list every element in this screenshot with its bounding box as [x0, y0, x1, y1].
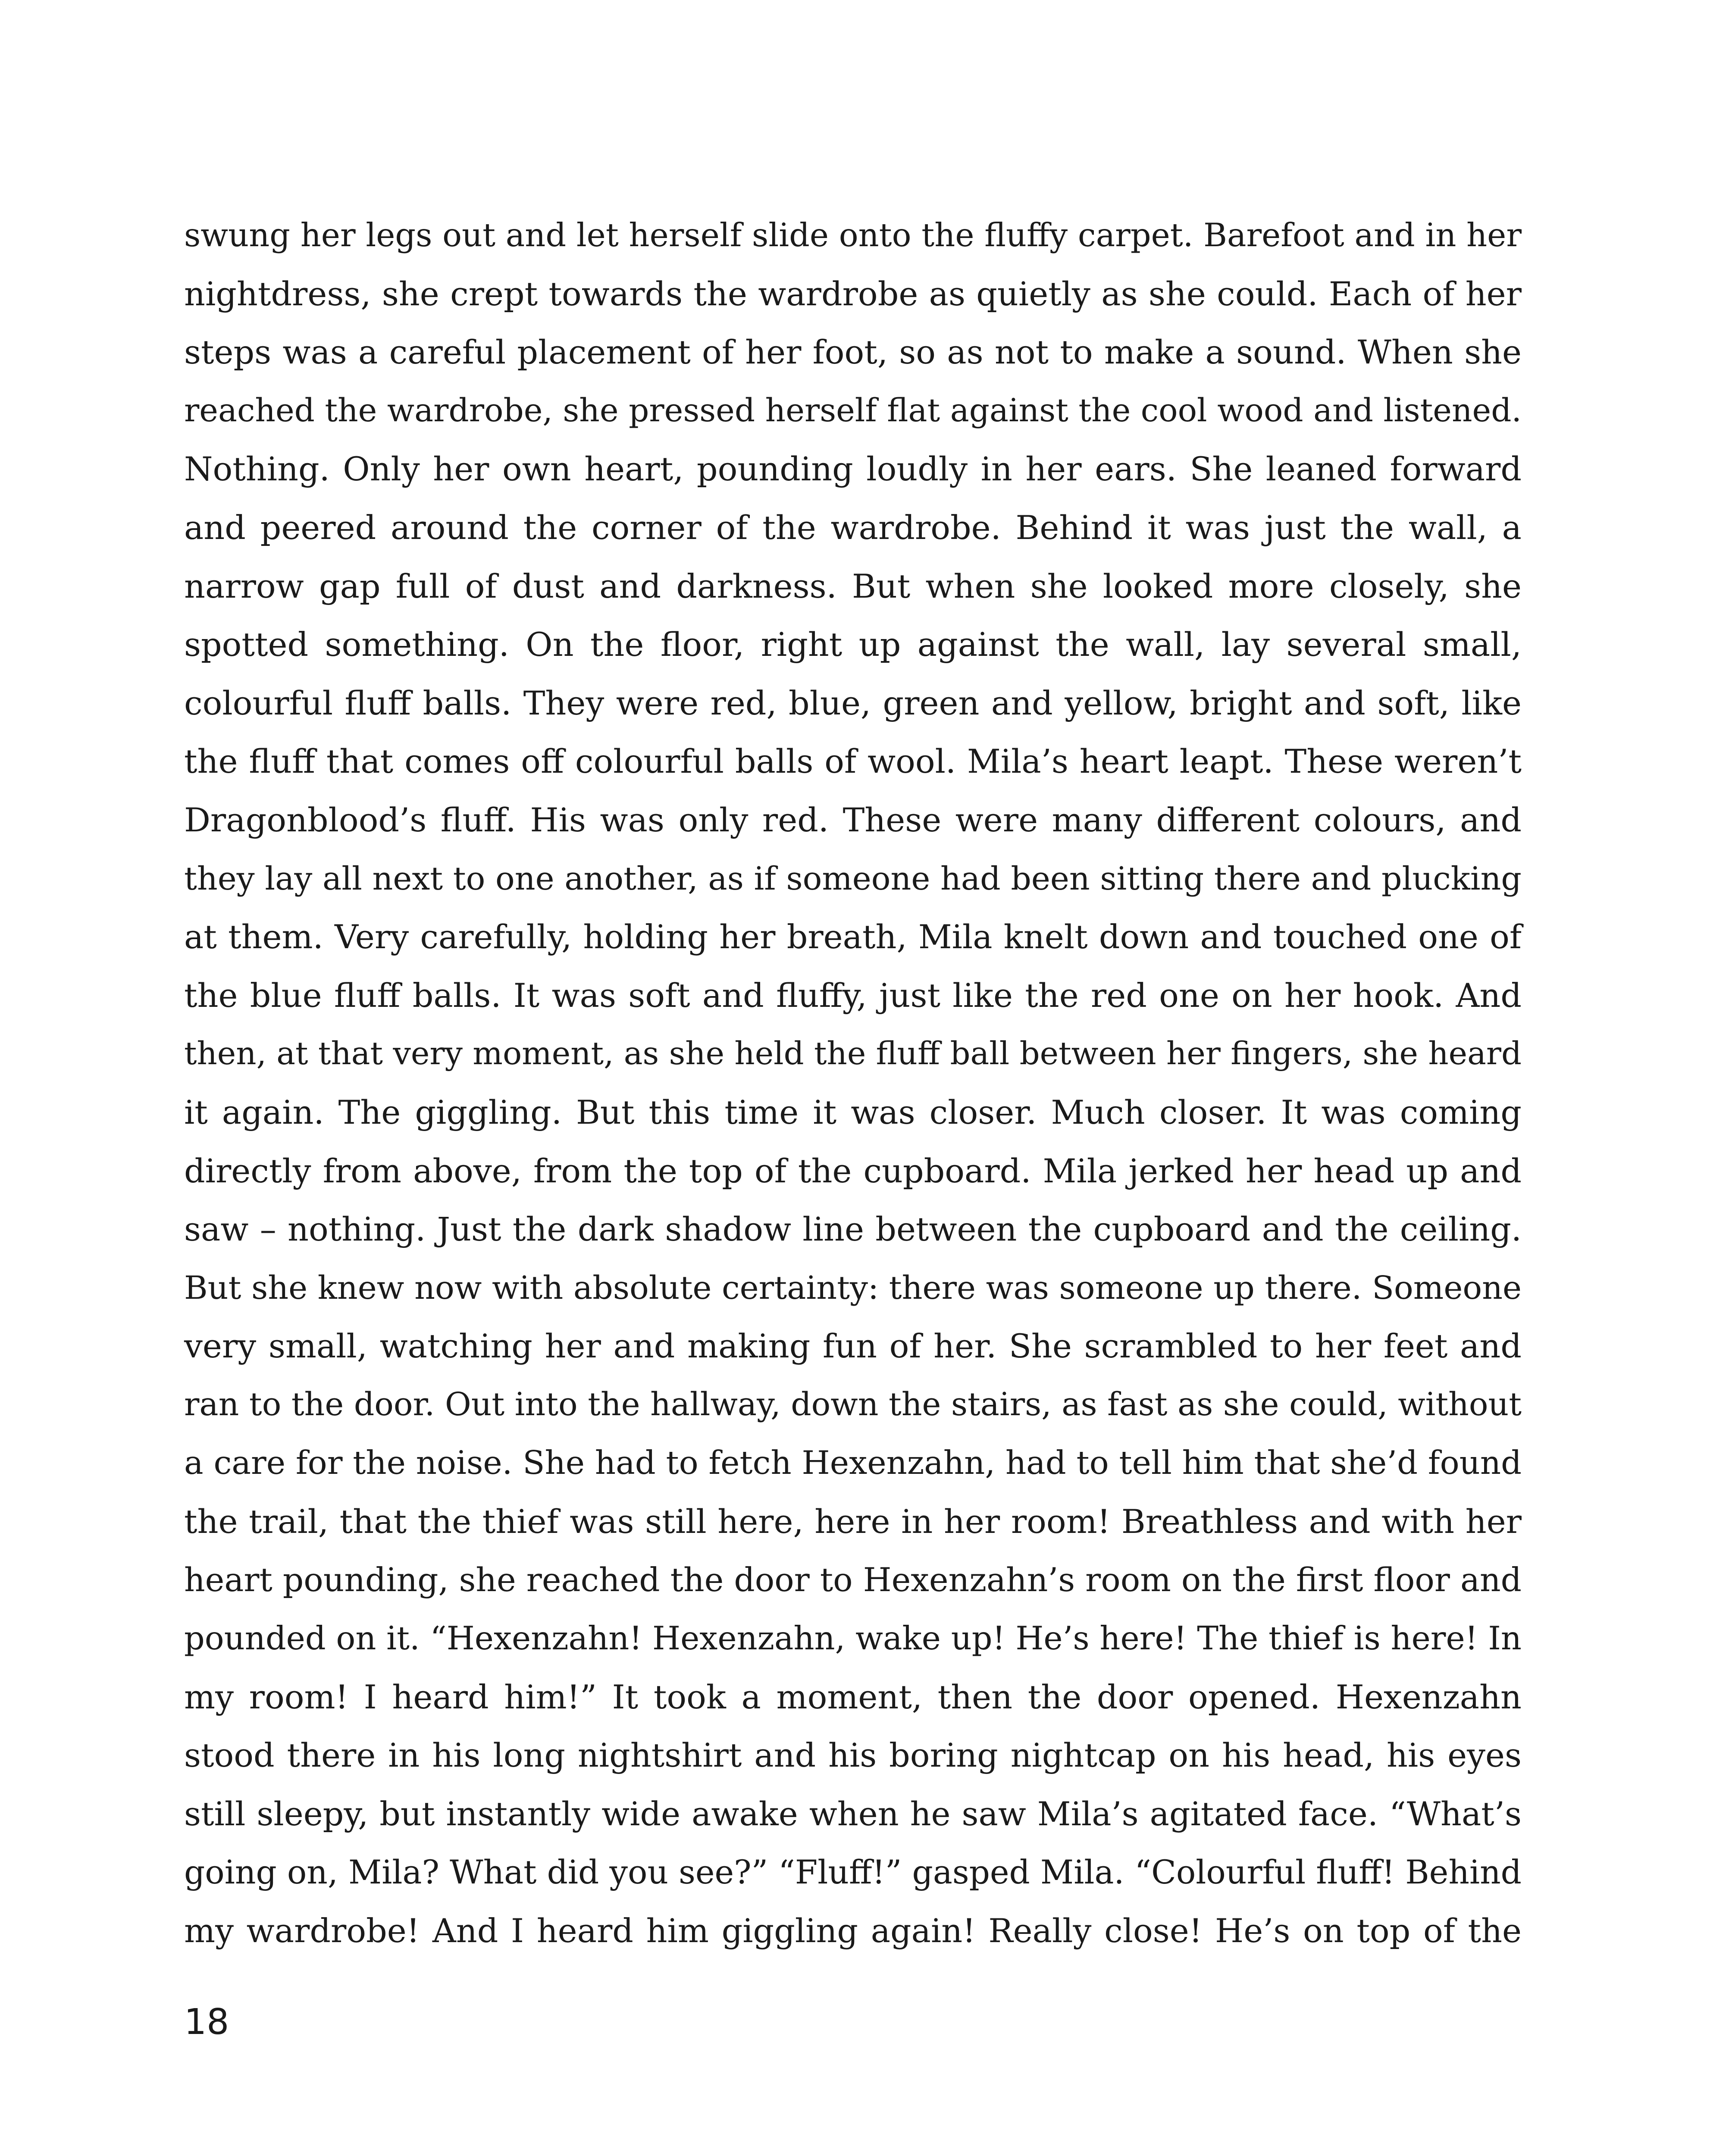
text-line: still sleepy, but instantly wide awake when he saw Mila’s agitated face. “What’s: [184, 1795, 1522, 1833]
text-line: stood there in his long nightshirt and his boring nightcap on his head, his eyes: [184, 1736, 1522, 1775]
text-line: pounded on it. “Hexenzahn! Hexenzahn, wake up! He’s here! The thief is here! In: [184, 1620, 1522, 1658]
text-line: spotted something. On the floor, right up against the wall, lay several small,: [184, 625, 1522, 664]
text-line: the fluff that comes off colourful balls of wool. Mila’s heart leapt. These weren’t: [184, 742, 1522, 781]
text-line: going on, Mila? What did you see?” “Fluff!” gasped Mila. “Colourful fluff! Behind: [184, 1853, 1522, 1891]
text-line: directly from above, from the top of the cupboard. Mila jerked her head up and: [184, 1151, 1522, 1190]
text-line: very small, watching her and making fun of her. She scrambled to her feet and: [184, 1327, 1522, 1366]
body-text: [184, 206, 1522, 1960]
text-line: saw – nothing. Just the dark shadow line between the cupboard and the ceiling.: [184, 1210, 1522, 1249]
text-line: heart pounding, she reached the door to Hexenzahn’s room on the first floor and: [184, 1561, 1522, 1599]
text-line: then, at that very moment, as she held the fluff ball between her fingers, she heard: [184, 1035, 1522, 1072]
text-line: But she knew now with absolute certainty: there was someone up there. Someone: [184, 1269, 1522, 1307]
text-line: they lay all next to one another, as if someone had been sitting there and plucking: [184, 859, 1522, 897]
text-line: and peered around the corner of the wardrobe. Behind it was just the wall, a: [184, 508, 1522, 547]
text-line: my wardrobe! And I heard him giggling again! Really close! He’s on top of the: [184, 1912, 1522, 1950]
page-number: 18: [184, 2002, 229, 2043]
text-line: Nothing. Only her own heart, pounding loudly in her ears. She leaned forward: [184, 450, 1522, 489]
text-line: my room! I heard him!” It took a moment, then the door opened. Hexenzahn: [184, 1677, 1522, 1716]
text-line: ran to the door. Out into the hallway, down the stairs, as fast as she could, without: [184, 1385, 1522, 1423]
text-line: a care for the noise. She had to fetch Hexenzahn, had to tell him that she’d found: [184, 1444, 1522, 1482]
text-line: steps was a careful placement of her foot, so as not to make a sound. When she: [184, 333, 1522, 372]
text-line: the trail, that the thief was still here, here in her room! Breathless and with her: [184, 1502, 1522, 1541]
text-line: the blue fluff balls. It was soft and fluffy, just like the red one on her hook. And: [184, 976, 1522, 1015]
text-line: nightdress, she crept towards the wardrobe as quietly as she could. Each of her: [184, 274, 1522, 313]
text-line: colourful fluff balls. They were red, blue, green and yellow, bright and soft, like: [184, 683, 1522, 722]
text-line: Dragonblood’s fluff. His was only red. These were many different colours, and: [184, 800, 1522, 839]
text-line: reached the wardrobe, she pressed herself flat against the cool wood and listened.: [184, 392, 1522, 429]
text-line: at them. Very carefully, holding her breath, Mila knelt down and touched one of: [184, 918, 1522, 956]
text-line: swung her legs out and let herself slide onto the fluffy carpet. Barefoot and in her: [184, 216, 1522, 254]
text-line: narrow gap full of dust and darkness. But when she looked more closely, she: [184, 567, 1522, 605]
text-line: it again. The giggling. But this time it was closer. Much closer. It was coming: [184, 1093, 1522, 1131]
